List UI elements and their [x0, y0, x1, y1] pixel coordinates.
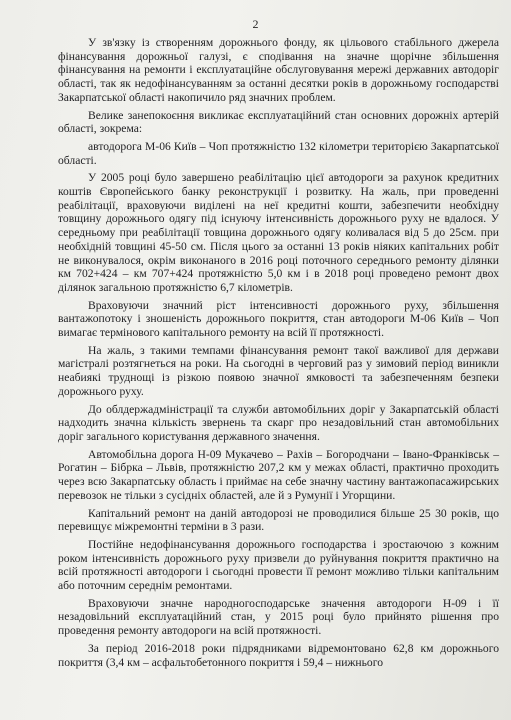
paragraph-concern: Велике занепокоєння викликає експлуатаційний стан основних дорожніх артерій області, зокрема:	[58, 108, 499, 136]
paragraph-traffic-growth: Враховуючи значний ріст інтенсивності дорожнього руху, збільшення вантажопотоку і зношеність дорожнього покриття, стан автодороги М-06 Київ – Чоп вимагає термінового капітального ремонту на всій її протяжності.	[58, 298, 499, 340]
paragraph-underfunding: Постійне недофінансування дорожнього господарства і зростаючою з кожним роком інтенсивність дорожнього руху призвели до руйнування покриття практично на всій протяжності автодороги і сьогодні провести її ремонт можливо тільки капітальним або поточним середнім ремонтами.	[58, 537, 499, 593]
paragraph-h09-road: Автомобільна дорога Н-09 Мукачево – Рахів – Богородчани – Івано-Франківськ – Рогатин – Бібрка – Львів, протяжністю 207,2 км у межах області, практично проходить через всю Закарпатську область і приймає на себе значну частину вантажопасажирських перевозок не тільки з сусідніх областей, але й з Румунії і Угорщини.	[58, 447, 499, 502]
document-body	[58, 36, 499, 669]
paragraph-rehabilitation-2005: У 2005 році було завершено реабілітацію цієї автодороги за рахунок кредитних коштів Європейського банку реконструкції і розвитку. На жаль, при проведенні реабілітації, враховуючи виділені на неї кредитні кошти, забезпечити необхідну товщину дорожнього одягу під існуючу інтенсивність дорожнього руху не вдалося. У середньому при реабілітації товщина дорожнього одягу коливалася від 5 до 25см. при необхідній товщині 45-50 см. Після цього за останні 13 років ніяких капітальних робіт не виконувалося, окрім виконаного в 2016 році поточного середнього ремонту ділянки км 702+424 – км 707+424 протяжністю 5,0 км і в 2018 році проведено ремонт двох ділянок загальною протяжністю 6,7 кілометрів.	[58, 171, 499, 294]
page-number: 2	[252, 17, 259, 31]
paragraph-financing-pace: На жаль, з такими темпами фінансування ремонт такої важливої для держави магістралі розтягнеться на роки. На сьогодні в черговий раз у зимовий період виникли неабиякі труднощі із різкою появою значної ямковості та забезпеченням безпеки дорожнього руху.	[58, 343, 499, 398]
paragraph-road-fund: У зв'язку із створенням дорожнього фонду, як цільового стабільного джерела фінансування дорожньої галузі, є сподівання на значне щорічне збільшення фінансування на ремонти і експлуатаційне обслуговування мережі державних автодоріг області, так як недофінансуванням за останні десятки років в дорожньому господарстві Закарпатської області накопичило ряд значних проблем.	[58, 36, 499, 104]
paragraph-capital-repair: Капітальний ремонт на даній автодорозі не проводилися більше 25 30 років, що перевищує міжремонтні терміни в 3 рази.	[58, 506, 499, 534]
paragraph-decision-2015: Враховуючи значне народногосподарське значення автодороги Н-09 і її незадовільний експлуатаційний стан, у 2015 році було прийнято рішення про проведення ремонту автодороги на всій протяжності.	[58, 596, 499, 638]
paragraph-period-2016-2018: За період 2016-2018 роки підрядниками відремонтовано 62,8 км дорожнього покриття (3,4 км – асфальтобетонного покриття і 59,4 – нижнього	[58, 641, 499, 669]
paragraph-complaints: До облдержадміністрації та служби автомобільних доріг у Закарпатській області надходить значна кількість звернень та скарг про незадовільний стан автомобільних доріг загального користування державного значення.	[58, 402, 499, 443]
paragraph-m06-road: автодорога М-06 Київ – Чоп протяжністю 132 кілометри територією Закарпатської області.	[58, 139, 499, 167]
